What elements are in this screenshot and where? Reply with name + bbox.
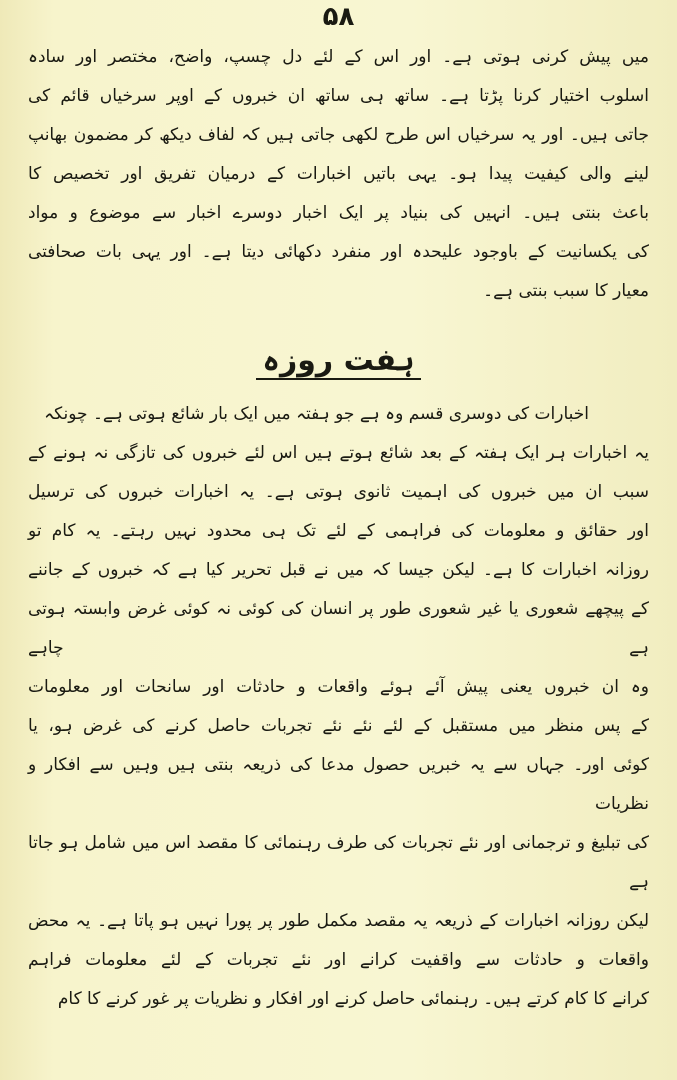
section-heading-text: ہفت روزہ: [256, 343, 420, 380]
page-number: ۵۸: [322, 2, 355, 32]
text-line: وہ ان خبروں یعنی پیش آئے ہوئے واقعات و حادثات اور سانحات اور معلومات: [28, 677, 649, 697]
text-line: اور حقائق و معلومات کی فراہمی کے لئے تک ہی محدود نہیں رہتے۔ یہ کام تو: [28, 521, 649, 541]
text-line: باعث بنتی ہیں۔ انہیں کی بنیاد پر ایک اخبار دوسرے اخبار سے موضوع و مواد: [28, 203, 649, 223]
text-line: کرانے کا کام کرتے ہیں۔ رہنمائی حاصل کرنے اور افکار و نظریات پر غور کرنے کا کام: [57, 989, 649, 1009]
text-line: میں پیش کرنی ہوتی ہے۔ اور اس کے لئے دل چسپ، واضح، مختصر اور سادہ: [28, 47, 649, 67]
text-line: اخبارات کی دوسری قسم وہ ہے جو ہفتہ میں ایک بار شائع ہوتی ہے۔ چونکہ: [44, 404, 589, 424]
text-line: یہ اخبارات ہر ایک ہفتہ کے بعد شائع ہوتے ہیں اس لئے خبروں کی تازگی نہ ہونے کے: [28, 443, 649, 463]
text-line: لیکن روزانہ اخبارات کے ذریعہ یہ مقصد مکمل طور پر پورا نہیں ہو پاتا ہے۔ یہ محض: [28, 911, 649, 931]
section-heading: [28, 339, 649, 383]
text-line: کے پیچھے شعوری یا غیر شعوری طور پر انسان کی کوئی نہ کوئی غرض وابستہ ہوتی ہے چاہے: [28, 599, 649, 658]
text-line: معیار کا سبب بنتی ہے۔: [483, 281, 649, 301]
text-line: سبب ان میں خبروں کی اہمیت ثانوی ہوتی ہے۔ یہ اخبارات خبروں کی ترسیل: [28, 482, 649, 502]
text-line: کی یکسانیت کے باوجود علیحدہ اور منفرد دکھائی دیتا ہے۔ اور یہی بات صحافتی: [28, 242, 649, 262]
text-line: کے پس منظر میں مستقبل کے لئے نئے نئے تجربات حاصل کرنے کی غرض ہو، یا: [28, 716, 649, 736]
text-line: روزانہ اخبارات کا ہے۔ لیکن جیسا کہ میں نے قبل تحریر کیا ہے کہ خبروں کے جاننے: [28, 560, 649, 580]
text-line: واقعات و حادثات سے واقفیت کرانے اور نئے تجربات کے لئے معلومات فراہم: [28, 950, 649, 970]
text-line: جاتی ہیں۔ اور یہ سرخیاں اس طرح لکھی جاتی ہیں کہ لفاف دیکھ کر مضمون بھانپ: [28, 125, 649, 145]
text-line: کی تبلیغ و ترجمانی اور نئے تجربات کی طرف رہنمائی کا مقصد اس میں شامل ہو جاتا ہے: [28, 833, 649, 892]
text-line: لینے والی کیفیت پیدا ہو۔ یہی باتیں اخبارات کے درمیان تفریق اور تخصیص کا: [28, 164, 649, 184]
text-line: کوئی اور۔ جہاں سے یہ خبریں حصول مدعا کی ذریعہ بنتی ہیں وہیں سے افکار و نظریات: [28, 755, 649, 814]
text-line: اسلوب اختیار کرنا پڑتا ہے۔ ساتھ ہی ساتھ ان خبروں کے اوپر سرخیاں قائم کی: [28, 86, 649, 106]
